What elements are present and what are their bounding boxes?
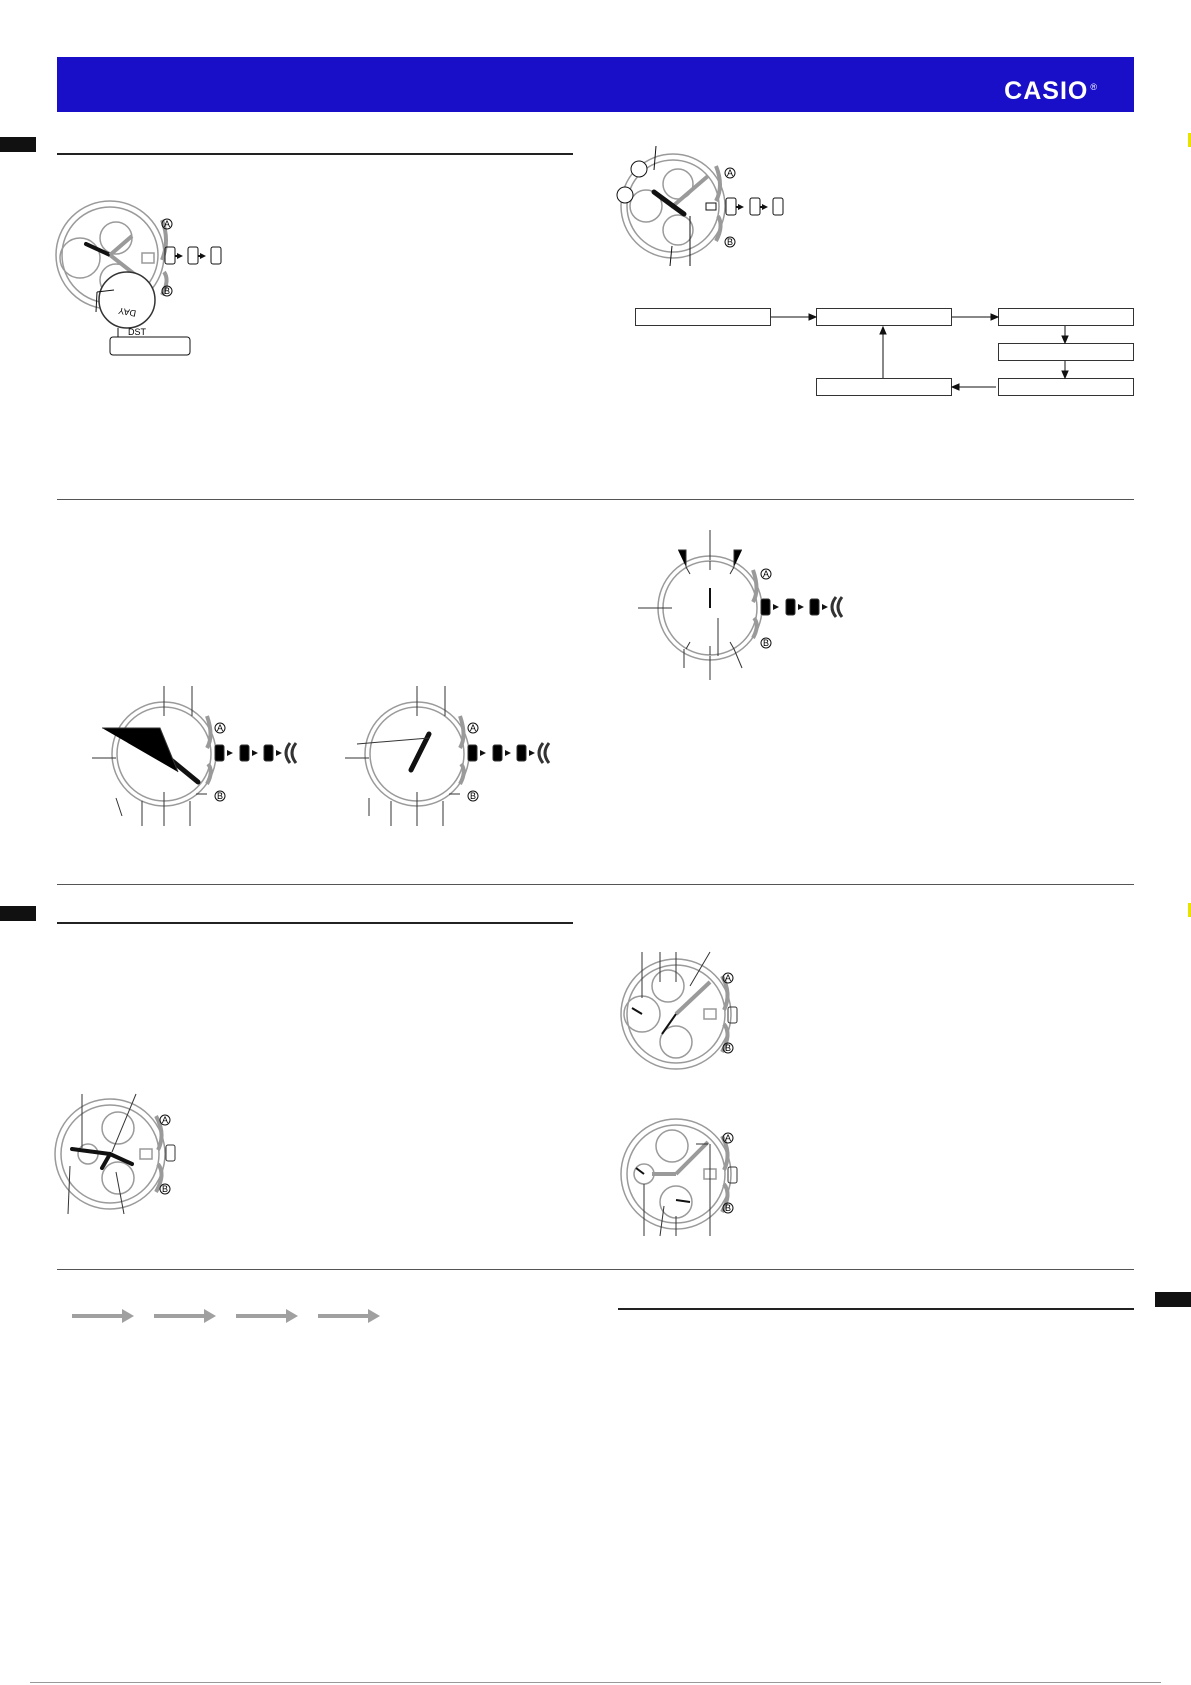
- mode-sequence-arrows: [72, 1308, 392, 1328]
- button-a-marker: A: [725, 973, 732, 983]
- button-a-marker: A: [725, 1133, 732, 1143]
- button-a-marker: A: [470, 723, 477, 733]
- side-tab: [0, 906, 36, 921]
- button-b-marker: B: [164, 286, 171, 296]
- button-a-marker: A: [727, 168, 734, 178]
- flowchart-arrows: [0, 0, 1191, 420]
- button-b-marker: B: [725, 1043, 732, 1053]
- watch-figure-chrono-right-top: [618, 952, 758, 1072]
- section-heading-rule: [57, 922, 573, 924]
- side-tab: [1155, 1292, 1191, 1307]
- page-bottom-rule: [30, 1682, 1161, 1683]
- section-divider: [57, 499, 1134, 500]
- watch-figure-plain-left: [92, 686, 312, 831]
- button-b-marker: B: [470, 791, 477, 801]
- watch-figure-chrono-right-bottom: [618, 1112, 758, 1236]
- button-b-marker: B: [725, 1203, 732, 1213]
- button-b-marker: B: [763, 638, 770, 648]
- button-b-marker: B: [162, 1184, 169, 1194]
- button-b-marker: B: [217, 791, 224, 801]
- watch-figure-plain-top: [638, 530, 858, 690]
- brand-logo: CASIO ®: [1004, 77, 1098, 105]
- section-divider: [57, 1269, 1134, 1270]
- button-a-marker: A: [217, 723, 224, 733]
- button-a-marker: A: [164, 219, 171, 229]
- button-a-marker: A: [763, 569, 770, 579]
- button-a-marker: A: [162, 1115, 169, 1125]
- watch-figure-chrono-left: [52, 1094, 192, 1214]
- section-divider: [57, 884, 1134, 885]
- dial-dst-label: DST: [128, 327, 146, 337]
- watch-figure-plain-right: [345, 686, 565, 831]
- button-b-marker: B: [727, 237, 734, 247]
- dial-day-label: DAY: [117, 305, 137, 319]
- section-heading-rule: [618, 1308, 1134, 1310]
